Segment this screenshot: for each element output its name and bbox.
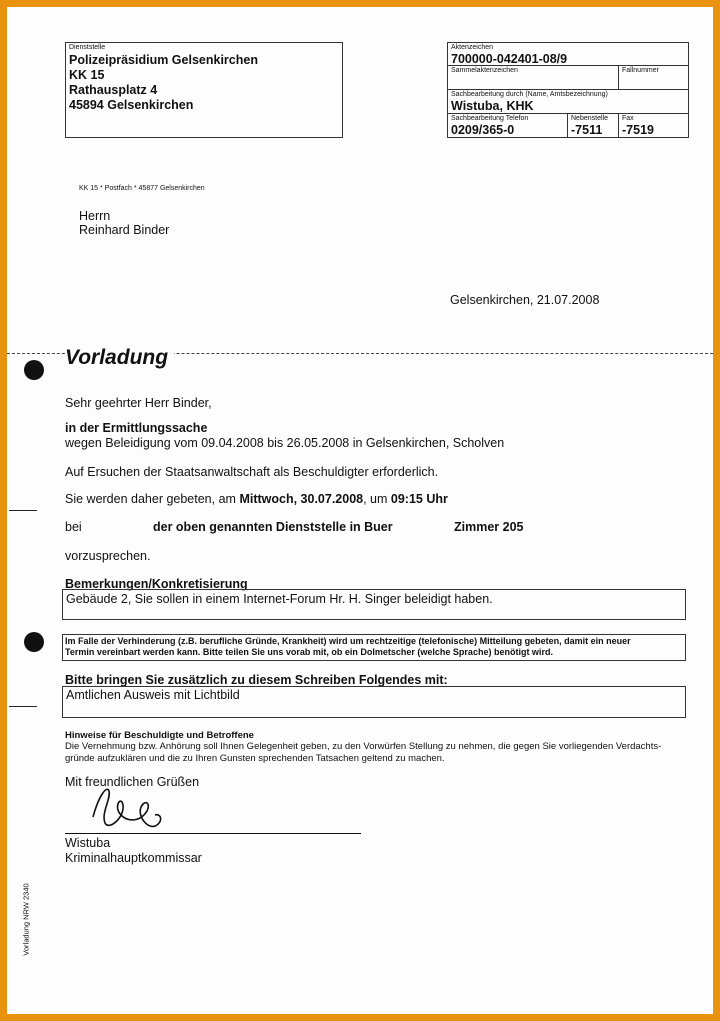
place-date: Gelsenkirchen, 21.07.2008 [450, 293, 600, 307]
sender-label: Dienststelle [69, 44, 106, 51]
telefon-value: 0209/365-0 [451, 123, 515, 137]
aktenzeichen-cell [447, 42, 689, 66]
appointment-time: 09:15 Uhr [390, 492, 448, 506]
form-id: Vorladung NRW 2340 [21, 883, 31, 956]
sammelakten-label: Sammelaktenzeichen [451, 67, 518, 74]
remarks-box [62, 589, 686, 620]
signer-rank: Kriminalhauptkommissar [65, 851, 202, 865]
fax-value: -7519 [622, 123, 654, 137]
nebenstelle-label: Nebenstelle [571, 115, 608, 122]
greeting: Sehr geehrter Herr Binder, [65, 396, 212, 410]
letter-page [7, 7, 713, 1014]
bring-heading: Bitte bringen Sie zusätzlich zu diesem Schreiben Folgendes mit: [65, 673, 448, 687]
hints-line-2: gründe aufzuklären und die zu Ihren Gunsten sprechenden Tatsachen geltend zu machen. [65, 753, 445, 764]
request-text: Auf Ersuchen der Staatsanwaltschaft als Beschuldigter erforderlich. [65, 465, 439, 479]
bring-text: Amtlichen Ausweis mit Lichtbild [66, 688, 240, 702]
sachbearbeitung-label: Sachbearbeitung durch (Name, Amtsbezeichnung) [451, 91, 608, 98]
location-prefix: bei [65, 520, 82, 534]
sender-line-2: KK 15 [69, 68, 105, 82]
location-room: Zimmer 205 [454, 520, 524, 534]
sender-line-4: 45894 Gelsenkirchen [69, 98, 194, 112]
sammelakten-cell [447, 65, 619, 90]
signature-line [65, 833, 361, 834]
nebenstelle-value: -7511 [571, 123, 603, 137]
appointment-day: Mittwoch, 30.07.2008 [239, 492, 364, 506]
recipient-salutation: Herrn [79, 209, 111, 223]
appointment-prefix: Sie werden daher gebeten, am [65, 492, 236, 506]
hints-line-1: Die Vernehmung bzw. Anhörung soll Ihnen Gelegenheit geben, zu den Vorwürfen Stellung zu nehmen, die gegen Sie vorliegenden Verdachts- [65, 741, 662, 752]
notice-line-2: Termin vereinbart werden kann. Bitte teilen Sie uns vorab mit, ob ein Dolmetscher (welche Sprache) benötigt wird. [65, 647, 553, 657]
telefon-label: Sachbearbeitung Telefon [451, 115, 529, 122]
recipient-name: Reinhard Binder [79, 223, 170, 237]
reference-box [447, 42, 689, 138]
hints-heading: Hinweise für Beschuldigte und Betroffene [65, 730, 254, 741]
sachbearbeiter-value: Wistuba, KHK [451, 99, 534, 113]
fallnummer-label: Fallnummer [622, 67, 659, 74]
signer-name: Wistuba [65, 836, 111, 850]
appointment-line [65, 492, 448, 506]
aktenzeichen-value: 700000-042401-08/9 [451, 52, 568, 66]
sender-line-3: Rathausplatz 4 [69, 83, 158, 97]
remarks-text: Gebäude 2, Sie sollen in einem Internet-Forum Hr. H. Singer beleidigt haben. [66, 592, 493, 606]
fold-mark-bottom [9, 706, 37, 707]
punch-mark-middle [24, 632, 44, 652]
appear-text: vorzusprechen. [65, 549, 151, 563]
signature [85, 777, 205, 837]
sachbearbeitung-cell [447, 89, 689, 114]
notice-box [62, 634, 686, 661]
fallnummer-cell [618, 65, 689, 90]
sender-line-1: Polizeipräsidium Gelsenkirchen [69, 53, 258, 67]
sender-box [65, 42, 343, 138]
fax-cell [618, 113, 689, 138]
notice-line-1: Im Falle der Verhinderung (z.B. berufliche Gründe, Krankheit) wird um rechtzeitige (telefonische) Mitteilung gebeten, damit ein neuer [65, 636, 631, 646]
bring-box [62, 686, 686, 718]
case-heading: in der Ermittlungssache [65, 421, 208, 435]
appointment-mid: , um [363, 492, 388, 506]
aktenzeichen-label: Aktenzeichen [451, 44, 494, 51]
letter-title: Vorladung [65, 346, 174, 370]
fold-mark-top [9, 510, 37, 511]
punch-mark-top [24, 360, 44, 380]
return-address: KK 15 * Postfach * 45877 Gelsenkirchen [79, 185, 205, 192]
location-place: der oben genannten Dienststelle in Buer [153, 520, 393, 534]
case-text: wegen Beleidigung vom 09.04.2008 bis 26.05.2008 in Gelsenkirchen, Scholven [65, 436, 505, 450]
nebenstelle-cell [567, 113, 619, 138]
remarks-heading: Bemerkungen/Konkretisierung [65, 577, 248, 591]
telefon-cell [447, 113, 568, 138]
closing: Mit freundlichen Grüßen [65, 775, 200, 789]
fax-label: Fax [622, 115, 634, 122]
